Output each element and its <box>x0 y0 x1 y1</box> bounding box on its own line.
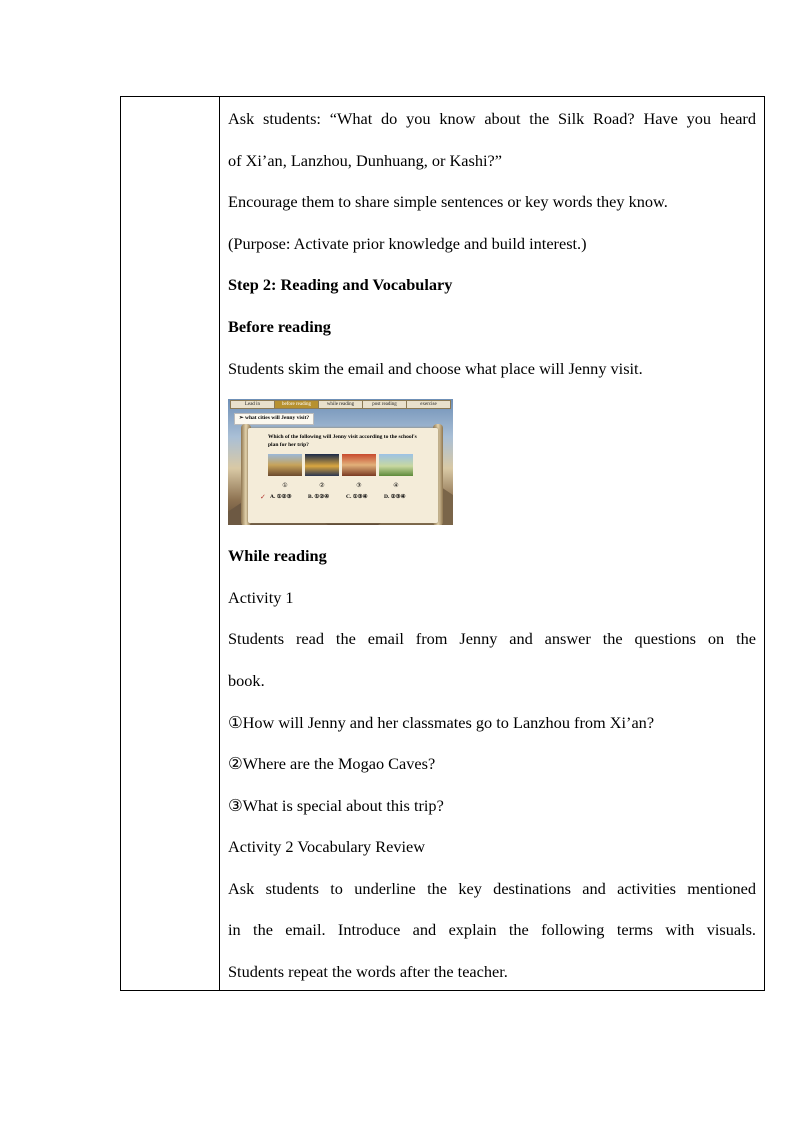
paragraph-line: Encourage them to share simple sentences or key words they know. <box>228 192 668 211</box>
photo-pagoda <box>268 454 302 476</box>
option-number: ① <box>282 483 288 489</box>
photo-night-tower <box>305 454 339 476</box>
photo-red-building <box>342 454 376 476</box>
paragraph-line: in the email. Introduce and explain the following terms with visuals. <box>228 920 756 939</box>
slide-tab-before-reading: before reading <box>275 401 319 408</box>
paragraph-line: (Purpose: Activate prior knowledge and build interest.) <box>228 234 587 253</box>
photo-grassland <box>379 454 413 476</box>
scroll-question: Which of the following will Jenny visit according to the school's plan for her trip? <box>268 434 417 448</box>
option-number: ③ <box>356 483 362 489</box>
activity-label: Activity 2 Vocabulary Review <box>228 837 425 856</box>
question-item: ①How will Jenny and her classmates go to Lanzhou from Xi’an? <box>228 713 655 732</box>
slide-tab-lead-in: Lead in <box>231 401 275 408</box>
slide-thumbnail <box>228 399 453 525</box>
table-right-cell <box>220 97 764 990</box>
slide-tab-post-reading: post reading <box>363 401 407 408</box>
slide-nav-bar <box>230 400 451 409</box>
slide-question-tag: ➢ what cities will Jenny visit? <box>234 413 314 425</box>
paragraph-line: Students repeat the words after the teacher. <box>228 962 508 981</box>
paragraph-line: book. <box>228 671 265 690</box>
option-number: ④ <box>393 483 399 489</box>
check-mark-icon: ✓ <box>260 493 266 501</box>
slide-tab-while-reading: while reading <box>319 401 363 408</box>
answer-option-c: C. ①③④ <box>346 494 368 500</box>
question-item: ③What is special about this trip? <box>228 796 444 815</box>
subsection-heading: Before reading <box>228 317 331 336</box>
answer-option-b: B. ①②④ <box>308 494 330 500</box>
slide-tab-exercise: exercise <box>420 402 437 407</box>
paragraph-line: Ask students: “What do you know about the Silk Road? Have you heard <box>228 109 756 128</box>
scroll-panel <box>248 428 438 523</box>
answer-option-a: A. ①②③ <box>270 494 292 500</box>
paragraph-line: Ask students to underline the key destinations and activities mentioned <box>228 879 756 898</box>
paragraph-line: Students skim the email and choose what place will Jenny visit. <box>228 359 643 378</box>
question-item: ②Where are the Mogao Caves? <box>228 754 436 773</box>
activity-label: Activity 1 <box>228 588 294 607</box>
answer-option-d: D. ②③④ <box>384 494 406 500</box>
subsection-heading: While reading <box>228 546 327 565</box>
option-number: ② <box>319 483 325 489</box>
paragraph-line: of Xi’an, Lanzhou, Dunhuang, or Kashi?” <box>228 151 502 170</box>
paragraph-line: Students read the email from Jenny and answer the questions on the <box>228 629 756 648</box>
lesson-table <box>120 96 765 991</box>
table-left-cell <box>121 97 220 990</box>
section-heading: Step 2: Reading and Vocabulary <box>228 275 453 294</box>
